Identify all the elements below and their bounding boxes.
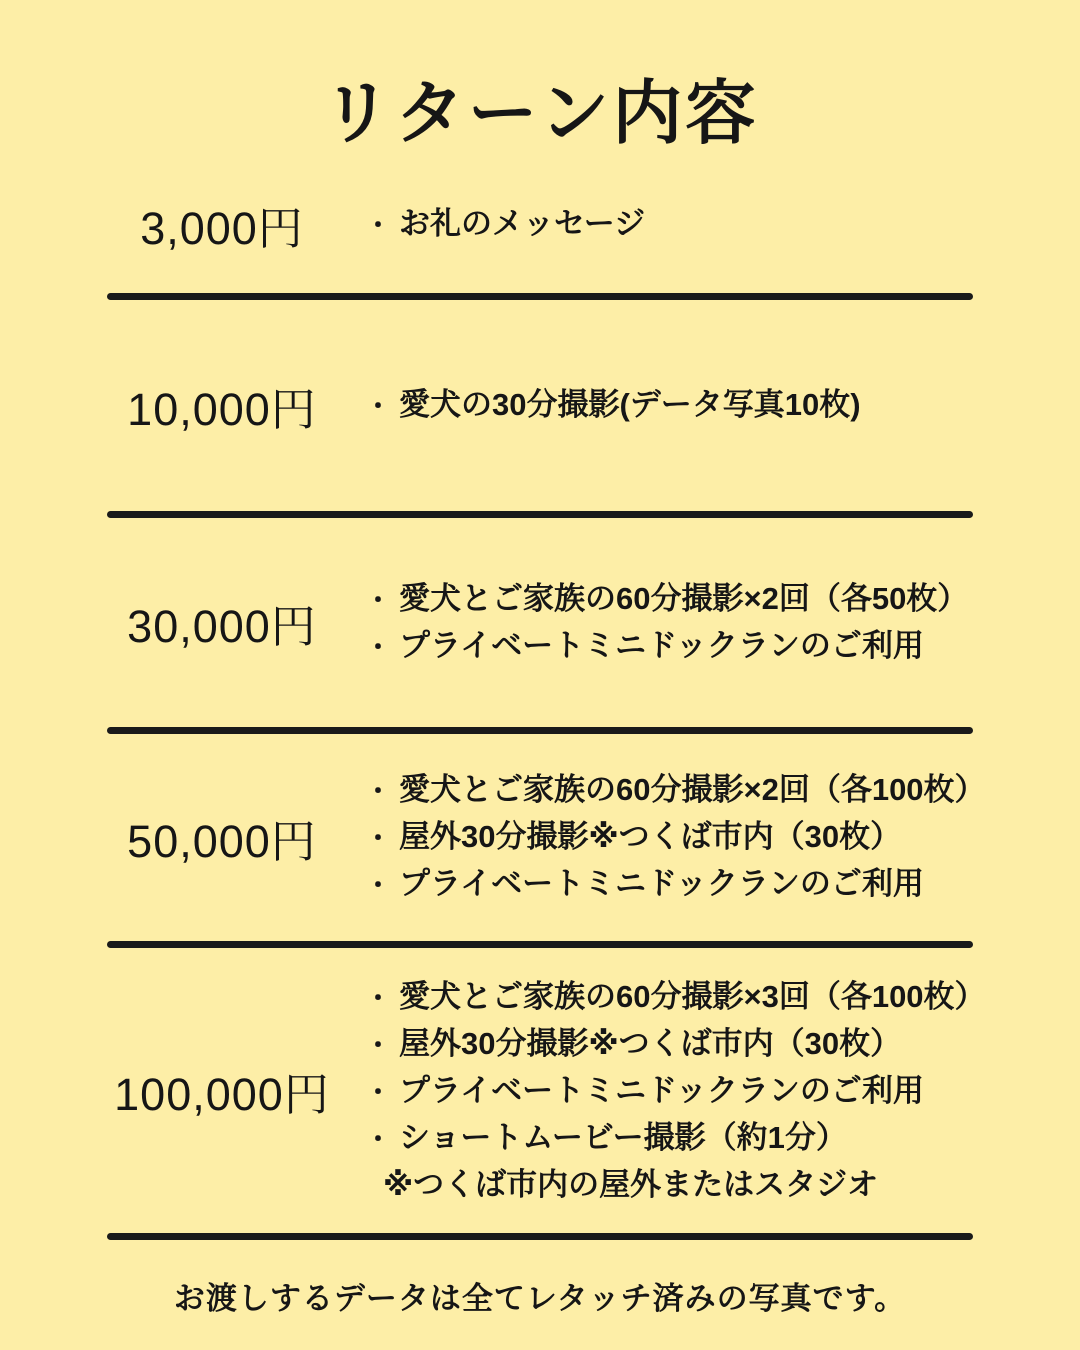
tier-details [337,382,973,429]
tier-item-text: お礼のメッセージ [399,205,646,241]
tier-item-note [365,1162,986,1208]
tier-item-text: 愛犬とご家族の60分撮影×3回（各100枚） [399,978,986,1014]
tier-price: 3,000円 [140,202,304,254]
tier-price: 50,000円 [127,816,317,867]
bullet-glyph: ・ [365,776,392,806]
tier-item-text: 屋外30分撮影※つくば市内（30枚） [399,1025,902,1061]
tier-price: 100,000円 [114,1069,330,1120]
tier-item [365,1068,986,1115]
divider [107,1233,973,1240]
tier-item-text: ショートムービー撮影（約1分） [399,1119,847,1155]
tier-details [337,767,986,908]
tier-row-50000 [107,734,986,941]
tier-price: 30,000円 [127,601,317,652]
tier-row-100000 [107,948,986,1233]
tier-item [365,814,986,861]
tier-details [337,974,986,1208]
bullet-glyph: ・ [365,391,392,421]
divider [107,511,973,518]
tier-item-text: ※つくば市内の屋外またはスタジオ [383,1166,879,1202]
tier-row-30000 [107,518,973,727]
tier-item-text: プライベートミニドックランのご利用 [399,627,924,663]
tier-item [365,1115,986,1162]
tier-details [337,576,973,670]
tier-row-10000 [107,300,973,511]
tier-item-text: 愛犬の30分撮影(データ写真10枚) [399,387,861,422]
bullet-glyph: ・ [365,823,392,853]
tier-item [365,1021,986,1068]
bullet-glyph: ・ [365,1123,392,1154]
tier-price: 10,000円 [127,384,317,435]
tier-item [365,201,973,248]
footer-note: お渡しするデータは全てレタッチ済みの写真です。 [173,1280,907,1316]
tier-table [107,155,986,1240]
tier-item [365,576,973,623]
tier-item-text: 愛犬とご家族の60分撮影×2回（各50枚） [399,580,969,616]
tier-item-text: 屋外30分撮影※つくば市内（30枚） [399,819,902,854]
bullet-glyph: ・ [365,982,392,1013]
tier-item [365,974,986,1021]
page-title: リターン内容 [321,74,759,152]
tier-item-text: 愛犬とご家族の60分撮影×2回（各100枚） [399,772,986,807]
tier-item [365,767,986,814]
tier-item [365,382,973,429]
bullet-glyph: ・ [365,631,392,662]
divider [107,293,973,300]
bullet-glyph: ・ [365,209,392,240]
bullet-glyph: ・ [365,584,392,615]
tier-item-text: プライベートミニドックランのご利用 [399,1072,924,1108]
tier-item [365,861,986,908]
tier-details [337,201,973,248]
divider [107,941,973,948]
bullet-glyph: ・ [365,870,392,900]
tier-item-text: プライベートミニドックランのご利用 [399,866,924,901]
bullet-glyph: ・ [365,1029,392,1060]
bullet-glyph: ・ [365,1076,392,1107]
tier-item [365,623,973,670]
divider [107,727,973,734]
tier-row-3000 [107,155,973,293]
